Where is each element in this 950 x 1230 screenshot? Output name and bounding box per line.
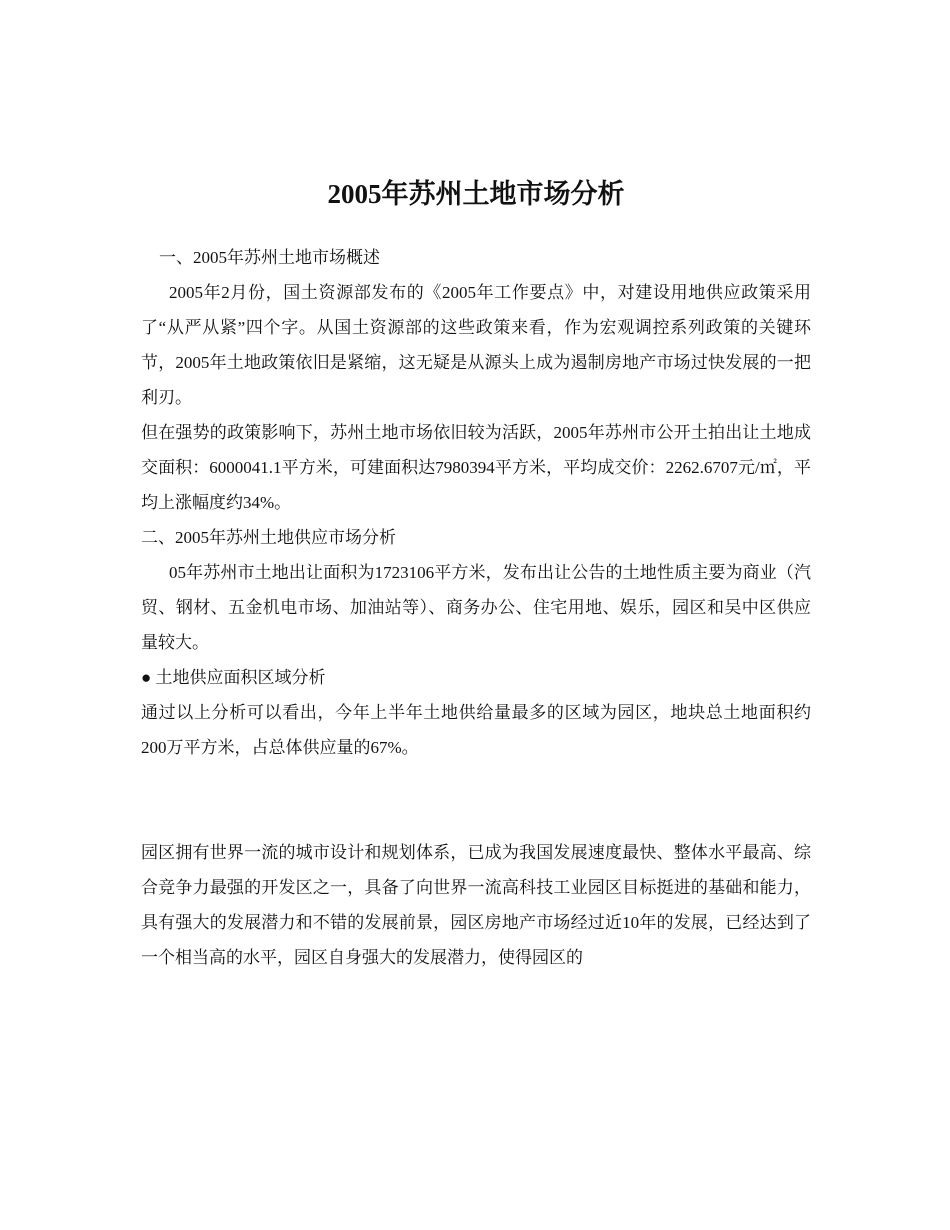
paragraph-market-activity: 但在强势的政策影响下，苏州土地市场依旧较为活跃，2005年苏州市公开土拍出让土地成交面积：6000041.1平方米，可建面积达7980394平方米，平均成交价：2262.6707元/㎡，平均上涨幅度约34%。: [141, 423, 811, 512]
paragraph-supply: 05年苏州市土地出让面积为1723106平方米，发布出让公告的土地性质主要为商业（汽贸、钢材、五金机电市场、加油站等）、商务办公、住宅用地、娱乐，园区和吴中区供应量较大。: [141, 563, 811, 652]
document-body: [141, 240, 811, 975]
document-title: 2005年苏州土地市场分析: [327, 179, 625, 209]
document-page: [141, 0, 811, 1230]
section-heading-overview: 一、2005年苏州土地市场概述: [159, 248, 380, 267]
paragraph-park-description: 园区拥有世界一流的城市设计和规划体系，已成为我国发展速度最快、整体水平最高、综合竞争力最强的开发区之一，具备了向世界一流高科技工业园区目标挺进的基础和能力，具有强大的发展潜力和不错的发展前景，园区房地产市场经过近10年的发展，已经达到了一个相当高的水平，园区自身强大的发展潜力，使得园区的: [141, 843, 811, 967]
paragraph-area-analysis: 通过以上分析可以看出，今年上半年土地供给量最多的区域为园区，地块总土地面积约200万平方米，占总体供应量的67%。: [141, 703, 811, 757]
paragraph-spacer: [141, 765, 811, 835]
paragraph-policy: 2005年2月份，国土资源部发布的《2005年工作要点》中，对建设用地供应政策采用了“从严从紧”四个字。从国土资源部的这些政策来看，作为宏观调控系列政策的关键环节，2005年土地政策依旧是紧缩，这无疑是从源头上成为遏制房地产市场过快发展的一把利刃。: [141, 283, 811, 407]
bullet-heading-area-analysis: ● 土地供应面积区域分析: [141, 668, 326, 687]
section-heading-supply: 二、2005年苏州土地供应市场分析: [141, 528, 396, 547]
